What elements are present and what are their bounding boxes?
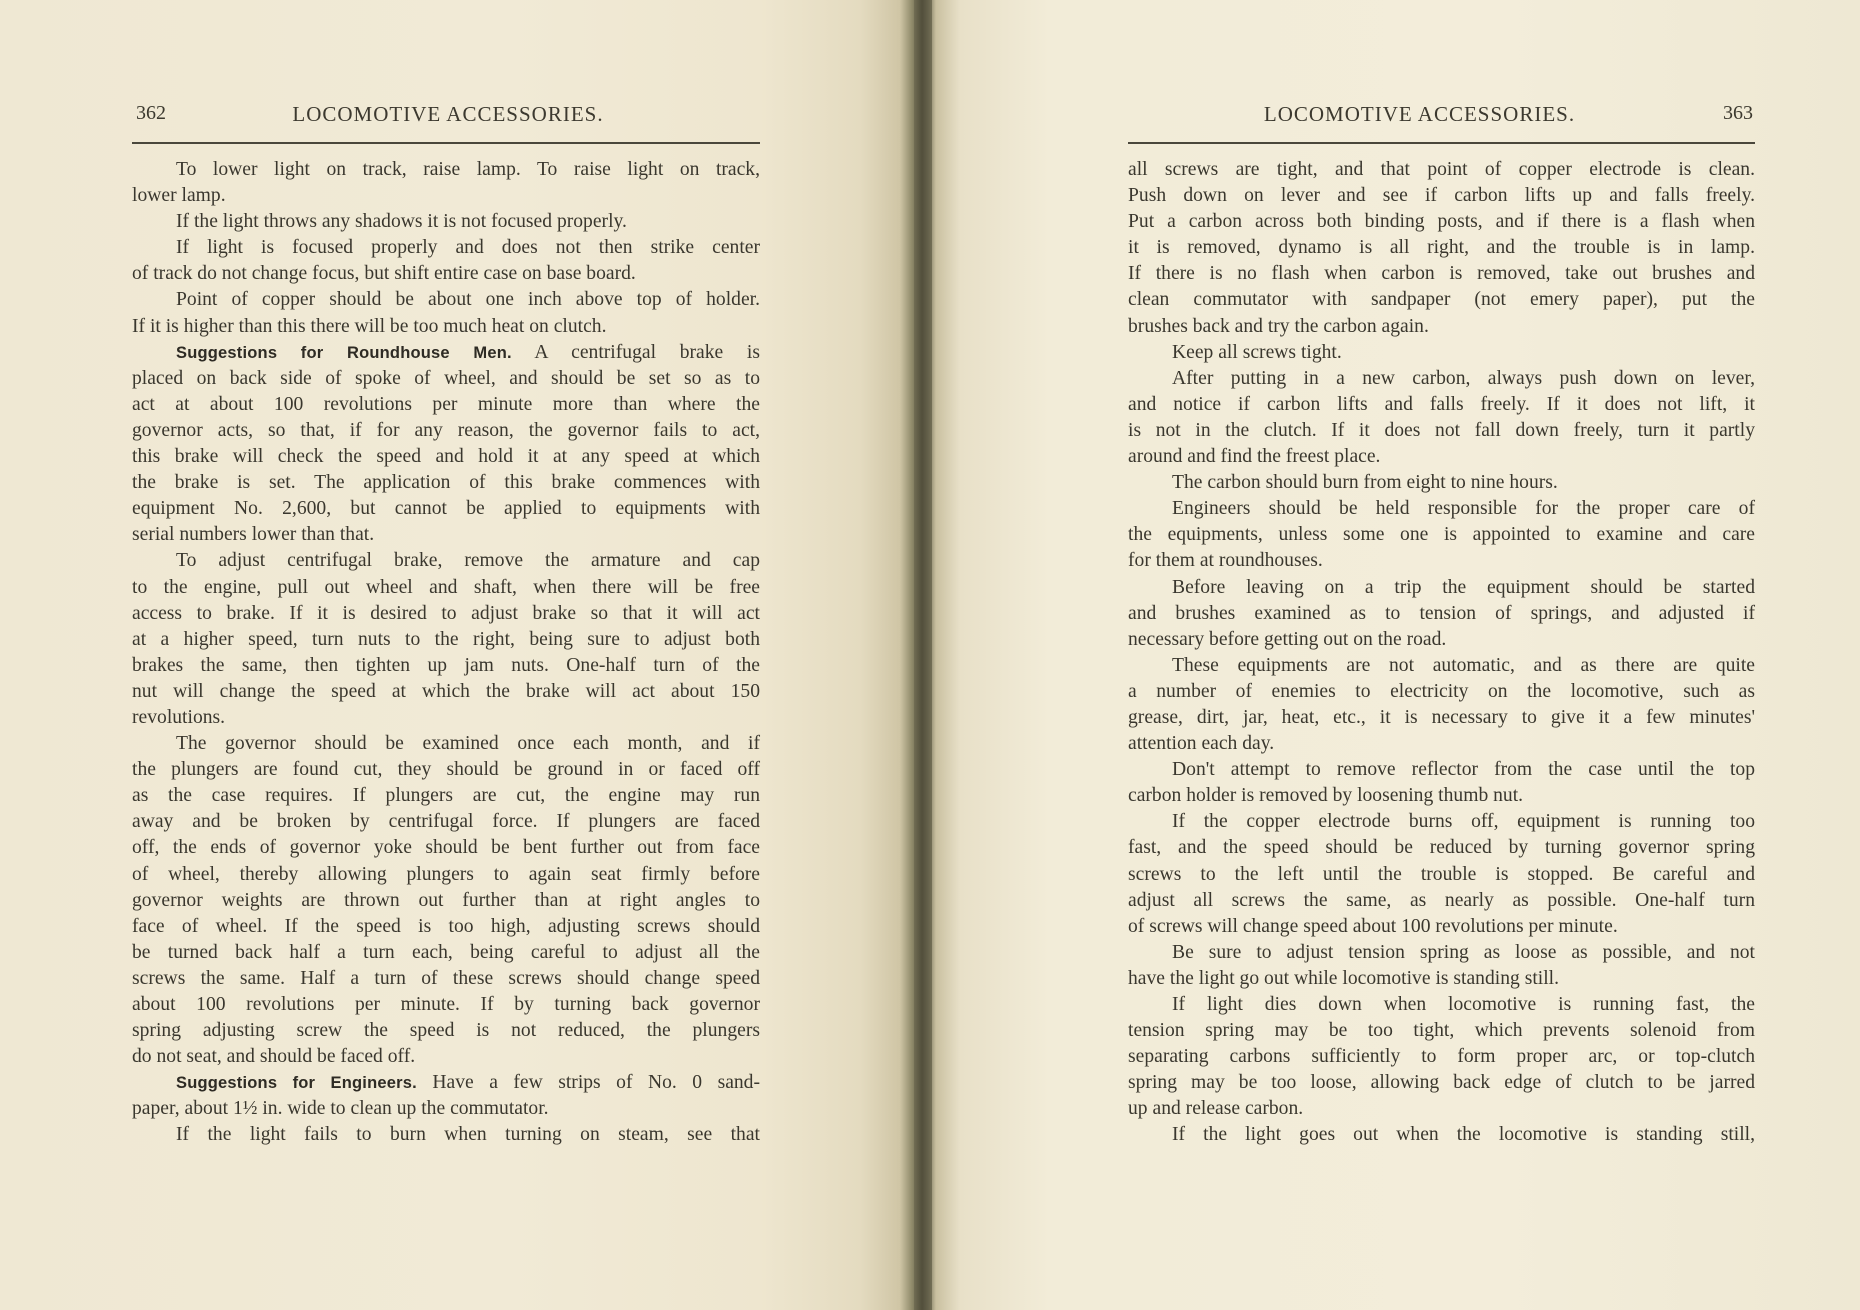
text-line: If it is higher than this there will be too much heat on clutch. [132,315,607,337]
running-head-title: LOCOMOTIVE ACCESSORIES. [1263,102,1576,126]
text-line: Don't attempt to remove reflector from the case until the top [1172,759,1755,781]
text-line: about 100 revolutions per minute. If by turning back governor [132,994,760,1015]
text-line: Suggestions for Engineers. Have a few strips of No. 0 sand- [176,1072,761,1094]
text-line: Engineers should be held responsible for the proper care of [1172,498,1755,520]
text-line: equipment No. 2,600, but cannot be applied to equipments with [132,498,760,520]
text-line: of screws will change speed about 100 revolutions per minute. [1128,915,1618,937]
text-line: After putting in a new carbon, always push down on lever, [1172,367,1755,389]
text-line: lower lamp. [132,185,226,207]
running-head-title: LOCOMOTIVE ACCESSORIES. [292,102,604,126]
left-page [132,0,760,1310]
text-line: brakes the same, then tighten up jam nuts. One-half turn of the [132,654,760,676]
text-line: Keep all screws tight. [1172,341,1342,363]
text-line: around and find the freest place. [1128,446,1381,468]
text-line: carbon holder is removed by loosening thumb nut. [1128,785,1524,807]
text-line: Point of copper should be about one inch above top of holder. [176,289,760,311]
text-line: the equipments, unless some one is appointed to examine and care [1128,524,1755,546]
text-line: Push down on lever and see if carbon lifts up and falls freely. [1128,185,1755,207]
text-line: up and release carbon. [1128,1098,1304,1120]
text-line: Put a carbon across both binding posts, and if there is a flash when [1128,211,1755,233]
text-line: and notice if carbon lifts and falls freely. If it does not lift, it [1128,393,1755,415]
text-line: If the light goes out when the locomotive is standing still, [1172,1124,1755,1146]
header-rule [1128,142,1755,144]
section-heading: Suggestions for Roundhouse Men. [176,343,512,362]
text-line: Before leaving on a trip the equipment should be started [1172,576,1755,598]
right-page [1128,0,1755,1310]
text-line: The carbon should burn from eight to nine hours. [1172,472,1558,494]
header-rule [132,142,760,144]
text-line: this brake will check the speed and hold it at any speed at which [132,446,760,468]
text-line: be turned back half a turn each, being careful to adjust all the [132,941,760,963]
text-line: it is removed, dynamo is all right, and the trouble is in lamp. [1128,237,1755,259]
text-line: If the light throws any shadows it is not focused properly. [176,211,627,233]
text-line: access to brake. If it is desired to adjust brake so that it will act [132,602,760,624]
page-body-text [132,157,760,1149]
text-line: If light is focused properly and does not then strike center [176,237,760,259]
text-line: at a higher speed, turn nuts to the right, being sure to adjust both [132,628,760,650]
text-line: away and be broken by centrifugal force. If plungers are faced [132,811,760,833]
text-line: of wheel, thereby allowing plungers to again seat firmly before [132,863,760,885]
text-line: If there is no flash when carbon is removed, take out brushes and [1128,263,1755,285]
text-line: Be sure to adjust tension spring as loose as possible, and not [1172,941,1755,963]
text-line: necessary before getting out on the road. [1128,628,1447,650]
text-line: attention each day. [1128,733,1275,755]
text-line: To lower light on track, raise lamp. To raise light on track, [176,159,760,180]
text-line: fast, and the speed should be reduced by turning governor spring [1128,837,1755,859]
running-head-left [132,102,760,132]
text-line: to the engine, pull out wheel and shaft, when there will be free [132,576,760,598]
text-line: governor weights are thrown out further than at right angles to [132,889,760,911]
text-line: spring adjusting screw the speed is not reduced, the plungers [132,1020,760,1042]
page-number: 362 [136,102,166,124]
text-line: placed on back side of spoke of wheel, and should be set so as to [132,367,760,389]
text-line: a number of enemies to electricity on the locomotive, such as [1128,680,1755,702]
book-gutter [914,0,932,1310]
text-line: the plungers are found cut, they should be ground in or faced off [132,759,760,781]
page-number: 363 [1723,102,1753,124]
text-line: is not in the clutch. If it does not fall down freely, turn it partly [1128,419,1755,441]
text-line: nut will change the speed at which the brake will act about 150 [132,680,760,702]
text-line: To adjust centrifugal brake, remove the armature and cap [176,550,760,572]
text-line: If light dies down when locomotive is running fast, the [1172,994,1755,1015]
text-line: all screws are tight, and that point of copper electrode is clean. [1128,159,1755,180]
text-line: do not seat, and should be faced off. [132,1046,416,1068]
text-line: If the copper electrode burns off, equipment is running too [1172,811,1755,833]
section-heading: Suggestions for Engineers. [176,1074,417,1093]
text-line: separating carbons sufficiently to form proper arc, or top-clutch [1128,1046,1755,1068]
text-line: for them at roundhouses. [1128,550,1323,572]
text-line: act at about 100 revolutions per minute more than where the [132,393,760,415]
text-line: grease, dirt, jar, heat, etc., it is necessary to give it a few minutes' [1128,706,1755,728]
text-line: and brushes examined as to tension of springs, and adjusted if [1128,602,1755,624]
running-head-right [1128,102,1755,132]
text-line: the brake is set. The application of this brake commences with [132,472,760,494]
text-line: The governor should be examined once each month, and if [176,733,760,755]
text-line: Suggestions for Roundhouse Men. A centrifugal brake is [176,341,760,363]
text-line: If the light fails to burn when turning on steam, see that [176,1124,760,1146]
text-line: adjust all screws the same, as nearly as possible. One-half turn [1128,889,1755,911]
text-line: brushes back and try the carbon again. [1128,315,1429,337]
text-line: clean commutator with sandpaper (not emery paper), put the [1128,289,1755,311]
page-body-text [1128,157,1755,1149]
text-line: screws to the left until the trouble is stopped. Be careful and [1128,863,1755,885]
text-line: tension spring may be too tight, which prevents solenoid from [1128,1020,1755,1042]
text-line: paper, about 1½ in. wide to clean up the commutator. [132,1098,549,1120]
text-line: off, the ends of governor yoke should be bent further out from face [132,837,760,859]
text-line: of track do not change focus, but shift entire case on base board. [132,263,636,285]
text-line: governor acts, so that, if for any reason, the governor fails to act, [132,419,760,441]
text-line: as the case requires. If plungers are cut, the engine may run [132,785,760,807]
text-line: serial numbers lower than that. [132,524,375,546]
text-line: spring may be too loose, allowing back edge of clutch to be jarred [1128,1072,1755,1094]
text-line: have the light go out while locomotive is standing still. [1128,967,1560,989]
text-line: face of wheel. If the speed is too high, adjusting screws should [132,915,760,937]
text-line: These equipments are not automatic, and as there are quite [1172,654,1755,676]
text-line: screws the same. Half a turn of these screws should change speed [132,967,760,989]
text-line: revolutions. [132,706,226,728]
